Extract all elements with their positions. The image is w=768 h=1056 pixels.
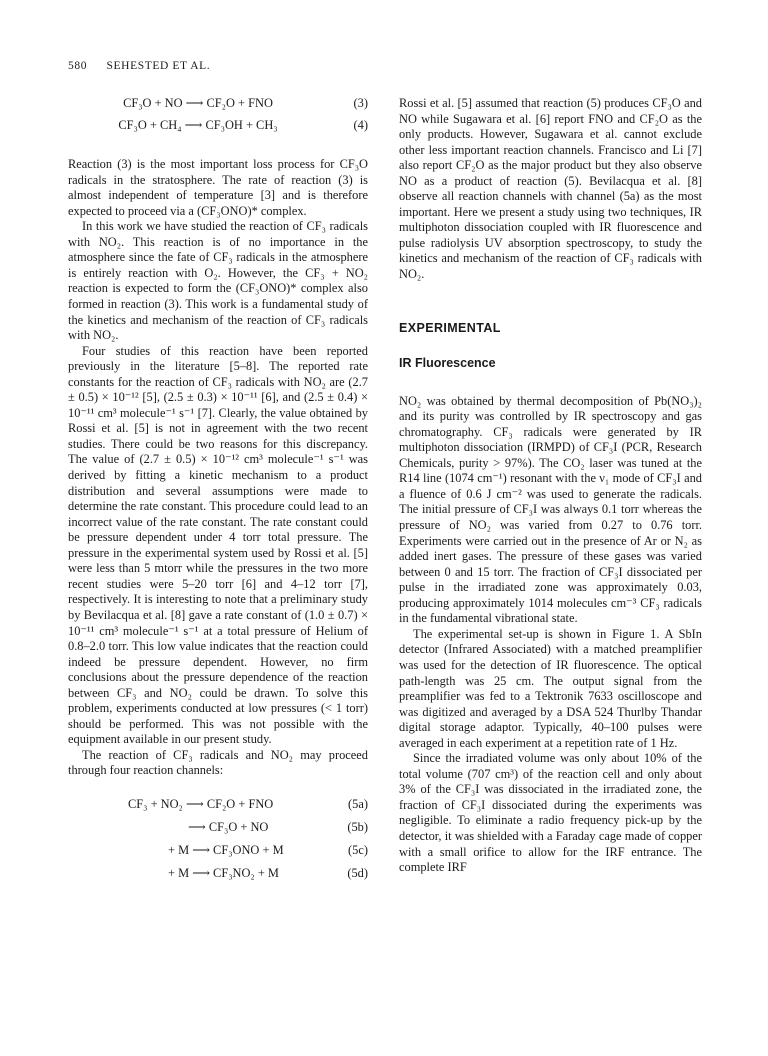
running-header (68, 60, 210, 72)
section-heading: EXPERIMENTAL (399, 320, 501, 335)
paragraph: The experimental set-up is shown in Figure 1. A SbIn detector (Infrared Associated) with a matched preamplifier was used for the detection of IR fluorescence. The optical path-length was 25 cm. The output signal from the preamplifier was fed to a Tektronik 7633 oscilloscope and was digitized and averaged by a DSA 524 Thurlby Thandar digital storage adaptor. Typically, 40–100 pulses were averaged in each experiment at a repetition rate of 1 Hz. (399, 626, 702, 750)
equation-5a (68, 797, 368, 820)
page-number: 580 (68, 60, 88, 72)
equation-number: (5c) (348, 842, 368, 857)
equation-text: CF₃O + NO ⟶ CF₂O + FNO (123, 96, 273, 110)
paragraph: The reaction of CF₃ radicals and NO₂ may proceed through four reaction channels: (68, 747, 368, 778)
equation-number: (5b) (347, 819, 368, 834)
equation-text: CF₃ + NO₂ ⟶ CF₂O + FNO (128, 796, 274, 811)
equation-number: (5a) (348, 796, 368, 811)
paragraph: Reaction (3) is the most important loss process for CF₃O radicals in the stratosphere. The rate of reaction (3) is almost independent of temperature [3] and is therefore expected to proceed via a (CF₃ONO)* complex. (68, 157, 368, 218)
equation-3 (68, 96, 368, 112)
paragraph: Four studies of this reaction have been reported previously in the literature [5–8]. The reported rate constants for the reaction of CF₃ radicals with NO₂ are (2.7 ± 0.5) × 10⁻¹² [5], (2.5 ± 0.3) × 10⁻¹¹ [6], and (2.5 ± 0.4) × 10⁻¹¹ cm³ molecule⁻¹ s⁻¹ [7]. Clearly, the value obtained by Rossi et al. [5] is not in agreement with the two recent studies. There could be two reasons for this discrepancy. The value of (2.7 ± 0.5) × 10⁻¹² cm³ molecule⁻¹ s⁻¹ was derived by fitting a kinetic mechanism to a product distribution and several assumptions were made to determine the rate constant. This procedure could lead to an incorrect value of the rate constant. The rate constant could be pressure dependent under 4 torr total pressure. The pressure in the experimental system used by Rossi et al. [5] were less than 5 mtorr while the pressures in the two more recent studies were 5–20 torr [6] and 4–12 torr [7], respectively. It is interesting to note that a preliminary study by Bevilacqua et al. [8] gave a rate constant of (1.0 ± 0.7) × 10⁻¹¹ cm³ molecule⁻¹ s⁻¹ at a total pressure of Helium of 0.8–2.0 torr. This low value indicates that the reaction could indeed be pressure dependent. However, no firm conclusions about the pressure dependence of the reaction between CF₃ and NO₂ could be drawn. To solve this problem, experiments conducted at low pressures (< 1 torr) should be performed. This was not possible with the equipment available in our present study. (68, 343, 368, 747)
paragraph: In this work we have studied the reaction of CF₃ radicals with NO₂. This reaction is of no importance in the atmosphere since the fate of CF₃ radicals in the atmosphere is entirely reaction with O₂. However, the CF₃ + NO₂ reaction is expected to form the (CF₃ONO)* complex also formed in reaction (3). This work is a fundamental study of the kinetics and mechanism of the reaction of CF₃ radicals with NO₂. (68, 219, 368, 343)
equation-block-5 (68, 797, 368, 889)
equation-4 (68, 118, 368, 134)
author-running-title: SEHESTED ET AL. (106, 60, 211, 72)
equation-text: CF₃O + CH₄ ⟶ CF₃OH + CH₃ (118, 117, 278, 132)
equation-number: (3) (353, 96, 368, 110)
equation-text: ⟶ CF₃O + NO (188, 819, 269, 834)
equation-number: (5d) (347, 865, 368, 880)
equation-text: + M ⟶ CF₃NO₂ + M (168, 865, 279, 880)
right-column (399, 96, 702, 876)
paragraph: Since the irradiated volume was only about 10% of the total volume (707 cm³) of the reaction cell and only about 3% of the CF₃I was dissociated in the irradiated zone, the fraction of CF₃I dissociated during the experiments was negligible. To eliminate a radio frequency pick-up by the detector, it was shielded with a Faraday cage made of copper with a small orifice to allow for the IRF entrance. The complete IRF (399, 751, 702, 875)
equation-text: + M ⟶ CF₃ONO + M (168, 842, 284, 857)
paragraph: Rossi et al. [5] assumed that reaction (5) produces CF₃O and NO while Sugawara et al. [6] report FNO and CF₂O as the only products. However, Sugawara et al. cannot exclude other less important reaction channels. Francisco and Li [7] also report CF₂O as the major product but they also observe NO as a product of reaction (5). Bevilacqua et al. [8] observe all reaction channels with channel (5a) as the most important. Here we present a study using two techniques, IR multiphoton dissociation coupled with IR fluorescence and pulse radiolysis UV absorption spectroscopy, to study the kinetics and mechanism of the reaction of CF₃ radicals with NO₂. (399, 96, 702, 282)
equation-block-3-4 (68, 96, 368, 133)
equation-5b (68, 820, 368, 843)
left-column (68, 96, 368, 889)
equation-5c (68, 843, 368, 866)
equation-number: (4) (353, 117, 368, 132)
equation-5d (68, 866, 368, 889)
subsection-heading: IR Fluorescence (399, 356, 496, 371)
paragraph: NO₂ was obtained by thermal decomposition of Pb(NO₃)₂ and its purity was controlled by IR spectroscopy and gas chromatography. CF₃ radicals were generated by IR multiphoton dissociation (IRMPD) of CF₃I (PCR, Research Chemicals, purity > 97%). The CO₂ laser was tuned at the R14 line (1074 cm⁻¹) resonant with the ν₁ mode of CF₃I and a fluence of 0.6 J cm⁻² was used to generate the radicals. The initial pressure of CF₃I was always 0.1 torr whereas the pressure of NO₂ was varied from 0.27 to 0.76 torr. Experiments were carried out in the presence of Ar or N₂ as added inert gases. The pressure of these gases was varied between 0 and 15 torr. The fraction of CF₃I dissociated per pulse in the irradiated zone was approximately 0.03, producing approximately 1014 molecules cm⁻³ CF₃ radicals in the fundamental vibrational state. (399, 393, 702, 626)
